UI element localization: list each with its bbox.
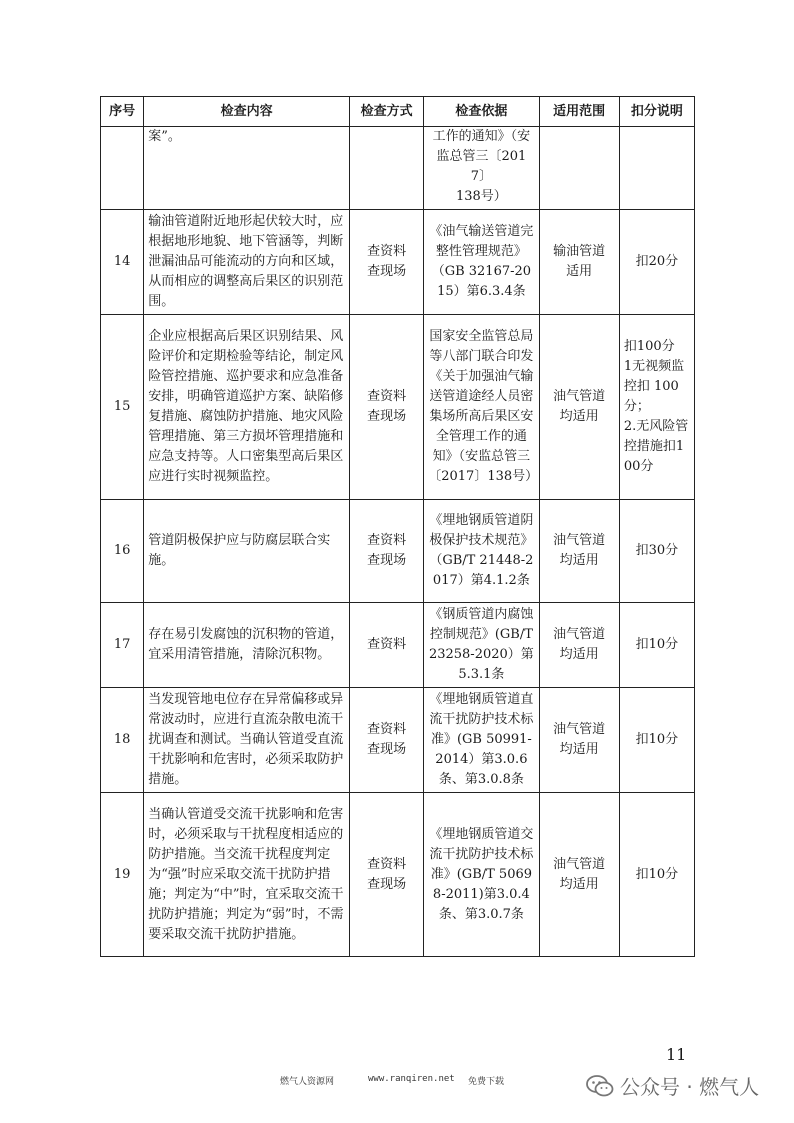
header-scope: 适用范围	[539, 97, 619, 127]
page-number: 11	[666, 1045, 687, 1064]
cell-score: 扣20分	[619, 210, 694, 315]
cell-scope: 油气管道 均适用	[539, 688, 619, 793]
footer-free-download: 免费下载	[468, 1077, 505, 1087]
cell-method	[350, 127, 424, 210]
cell-scope: 油气管道 均适用	[539, 793, 619, 957]
cell-content: 管道阴极保护应与防腐层联合实施。	[144, 500, 350, 603]
cell-method: 查资料 查现场	[350, 210, 424, 315]
cell-content: 当发现管地电位存在异常偏移或异常波动时，应进行直流杂散电流干扰调查和测试。当确认管道受直流干扰影响和危害时，必须采取防护措施。	[144, 688, 350, 793]
header-basis: 检查依据	[424, 97, 539, 127]
watermark-text: 公众号 · 燃气人	[620, 1075, 760, 1099]
cell-method: 查资料	[350, 603, 424, 688]
cell-score: 扣30分	[619, 500, 694, 603]
wechat-icon	[586, 1074, 614, 1098]
cell-scope: 油气管道 均适用	[539, 315, 619, 500]
cell-scope: 油气管道 均适用	[539, 500, 619, 603]
cell-number: 14	[101, 210, 144, 315]
header-number: 序号	[101, 97, 144, 127]
cell-basis: 《埋地钢质管道阴极保护技术规范》（GB/T 21448-2017）第4.1.2条	[424, 500, 539, 603]
cell-scope: 输油管道 适用	[539, 210, 619, 315]
table-row	[101, 210, 695, 315]
table-row	[101, 500, 695, 603]
cell-number: 15	[101, 315, 144, 500]
cell-basis: 工作的通知》（安 监总管三〔2017〕 138号）	[424, 127, 539, 210]
cell-basis: 《钢质管道内腐蚀控制规范》(GB/T 23258-2020）第5.3.1条	[424, 603, 539, 688]
cell-score: 扣10分	[619, 688, 694, 793]
cell-score: 扣10分	[619, 793, 694, 957]
cell-content: 案”。	[144, 127, 350, 210]
header-content: 检查内容	[144, 97, 350, 127]
header-method: 检查方式	[350, 97, 424, 127]
cell-method: 查资料 查现场	[350, 500, 424, 603]
table-header-row	[101, 97, 695, 127]
wechat-watermark	[586, 1071, 759, 1100]
cell-content: 输油管道附近地形起伏较大时，应根据地形地貌、地下管涵等，判断泄漏油品可能流动的方向和区域，从而相应的调整高后果区的识别范围。	[144, 210, 350, 315]
cell-basis: 国家安全监管总局等八部门联合印发《关于加强油气输送管道途经人员密集场所高后果区安全管理工作的通知》（安监总管三〔2017〕138号）	[424, 315, 539, 500]
table-row-continuation	[101, 127, 695, 210]
table-row	[101, 315, 695, 500]
cell-number: 18	[101, 688, 144, 793]
cell-number	[101, 127, 144, 210]
cell-method: 查资料 查现场	[350, 793, 424, 957]
cell-number: 16	[101, 500, 144, 603]
cell-method: 查资料 查现场	[350, 315, 424, 500]
table-row	[101, 793, 695, 957]
cell-method: 查资料 查现场	[350, 688, 424, 793]
cell-number: 19	[101, 793, 144, 957]
cell-number: 17	[101, 603, 144, 688]
cell-content: 企业应根据高后果区识别结果、风险评价和定期检验等结论，制定风险管控措施、巡护要求和应急准备安排，明确管道巡护方案、缺陷修复措施、腐蚀防护措施、地灾风险管理措施、第三方损坏管理措施和应急支持等。人口密集型高后果区应进行实时视频监控。	[144, 315, 350, 500]
inspection-table	[100, 96, 695, 957]
footer-url[interactable]: www.ranqiren.net	[368, 1074, 455, 1084]
table-row	[101, 688, 695, 793]
cell-score: 扣100分 1无视频监控扣 100分； 2.无风险管控措施扣100分	[619, 315, 694, 500]
cell-basis: 《油气输送管道完整性管理规范》（GB 32167-2015）第6.3.4条	[424, 210, 539, 315]
cell-content: 存在易引发腐蚀的沉积物的管道，宜采用清管措施，清除沉积物。	[144, 603, 350, 688]
cell-scope: 油气管道 均适用	[539, 603, 619, 688]
cell-basis: 《埋地钢质管道直流干扰防护技术标准》(GB 50991-2014）第3.0.6条、第3.0.8条	[424, 688, 539, 793]
cell-basis: 《埋地钢质管道交流干扰防护技术标准》(GB/T 50698-2011)第3.0.4条、第3.0.7条	[424, 793, 539, 957]
cell-score	[619, 127, 694, 210]
footer-site-name: 燃气人资源网	[280, 1077, 335, 1087]
table-row	[101, 603, 695, 688]
cell-score: 扣10分	[619, 603, 694, 688]
header-score: 扣分说明	[619, 97, 694, 127]
cell-scope	[539, 127, 619, 210]
cell-content: 当确认管道受交流干扰影响和危害时，必须采取与干扰程度相适应的防护措施。当交流干扰程度判定为“强”时应采取交流干扰防护措施；判定为“中”时，宜采取交流干扰防护措施；判定为“弱”时，不需要采取交流干扰防护措施。	[144, 793, 350, 957]
